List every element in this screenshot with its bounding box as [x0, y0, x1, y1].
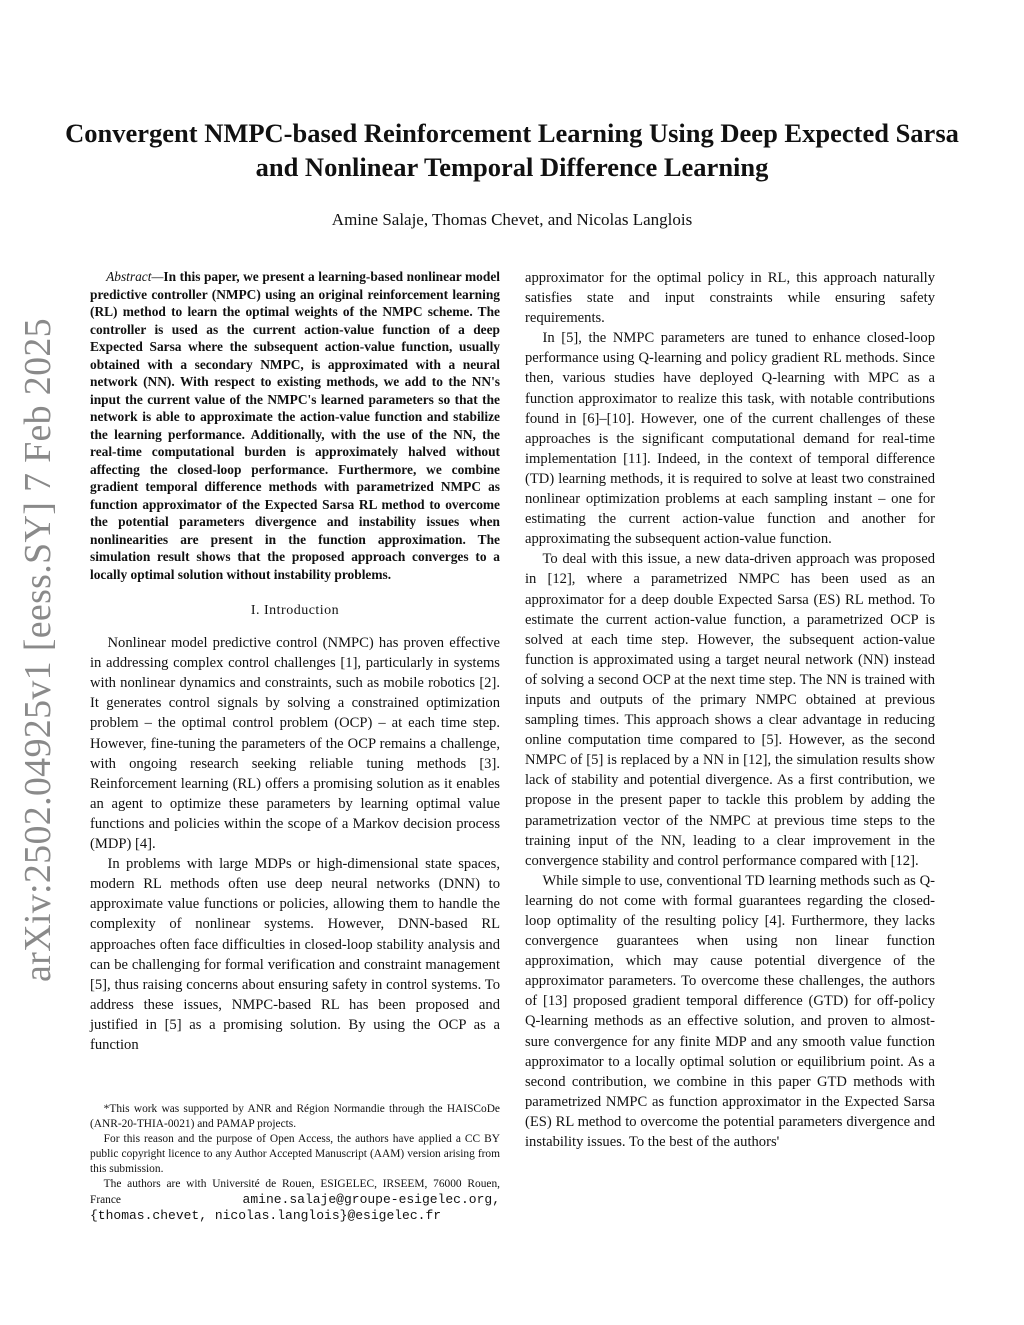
body-paragraph: While simple to use, conventional TD learning methods such as Q-learning do not come with formal guarantees regarding the closed-loop optimality of the resulting policy [4]. Furthermore, they lacks convergence guarantees when using non linear function approximation, which may cause potential divergence of the approximator parameters. To overcome these challenges, the authors of [13] proposed gradient temporal difference (GTD) for off-policy Q-learning methods as an effective solution, and proven to almost-sure convergence for any finite MDP and any smooth value function approximator to a locally optimal solution or equilibrium point. As a second contribution, we combine in this paper GTD methods with parametrized NMPC as function approximator in the Expected Sarsa (ES) RL method to overcome the potential parameters divergence and instability issues. To the best of the authors' [525, 872, 935, 1151]
arxiv-identifier: arXiv:2502.04925v1 [eess.SY] 7 Feb 2025 [17, 318, 59, 982]
body-paragraph: In [5], the NMPC parameters are tuned to enhance closed-loop performance using Q-learning and policy gradient RL methods. Since then, various studies have deployed Q-learning with MPC as a function approximator to realize this task, with notable contributions found in [6]–[10]. However, one of the current challenges of these approaches is the significant computational demand for real-time implementation [11]. Indeed, in the context of temporal difference (TD) learning methods, it is required to solve at least two constrained nonlinear optimization problems at each sampling instant – one for estimating the current action-value function and another for approximating the subsequent action-value function. [525, 330, 935, 548]
abstract [90, 268, 500, 583]
left-column [90, 268, 500, 1055]
section-heading: I. Introduction [250, 603, 340, 618]
affiliation-text: The authors are with Université de Rouen, ESIGELEC, IRSEEM, 76000 Rouen, France [90, 1178, 500, 1206]
arxiv-sidebar [2, 318, 74, 982]
footnotes [90, 1102, 500, 1224]
body-paragraph: To deal with this issue, a new data-driven approach was proposed in [12], where a parametrized NMPC has been used as an approximator for a deep double Expected Sarsa (ES) RL method. To estimate the current action-value function, a parametrized OCP is solved at each time step. However, the subsequent action-value function is approximated using a target neural network (NN) instead of solving a second OCP at the next time step. The NN is trained with inputs and outputs of the primary NMPC obtained at previous sampling times. This approach shows a clear advantage in reducing online computation time compared to [5]. However, as the second NMPC of [5] is replaced by a NN in [12], the simulation results show lack of stability and potential divergence. As a first contribution, we propose in the present paper to tackle this problem by adding the parametrization vector of the NMPC at previous time steps to the training input of the NN, leading to a clear improvement in the convergence stability and control performance compared with [12]. [525, 551, 935, 869]
abstract-text: In this paper, we present a learning-based nonlinear model predictive controller (NMPC) using an original reinforcement learning (RL) method to learn the optimal weights of the NMPC scheme. The controller is used as the current action-value function of a deep Expected Sarsa where the subsequent action-value function, usually obtained with a secondary NMPC, is approximated with a neural network (NN). With respect to existing methods, we add to the NN's input the current value of the NMPC's learned parameters so that the network is able to approximate the action-value function and stabilize the learning performance. Additionally, with the use of the NN, the real-time computational burden is approximately halved without affecting the closed-loop performance. Furthermore, we combine gradient temporal difference methods with parametrized NMPC as function approximator of the Expected Sarsa RL method to overcome the potential parameters divergence and instability issues when nonlinearities are present in the function approximation. The simulation result shows that the proposed approach converges to a locally optimal solution without instability problems. [90, 269, 500, 582]
footnote-affiliation [90, 1177, 500, 1224]
paper-title: Convergent NMPC-based Reinforcement Learning Using Deep Expected Sarsa and Nonlinear Temporal Difference Learning [65, 118, 959, 182]
author-list: Amine Salaje, Thomas Chevet, and Nicolas Langlois [331, 210, 693, 229]
footnote-funding: *This work was supported by ANR and Région Normandie through the HAISCoDe (ANR-20-THIA-0021) and PAMAP projects. [90, 1103, 500, 1130]
right-column [525, 268, 935, 1152]
intro-paragraph: Nonlinear model predictive control (NMPC) has proven effective in addressing complex control challenges [1], particularly in systems with nonlinear dynamics and constraints, such as mobile robotics [2]. It generates control signals by solving a constrained optimization problem – the optimal control problem (OCP) – at each time step. However, fine-tuning the parameters of the OCP remains a challenge, with ongoing research seeking reliable tuning methods [3]. Reinforcement learning (RL) offers a promising solution as it enables an agent to optimize these parameters by learning optimal value functions and policies within the scope of a Markov decision process (MDP) [4]. [90, 635, 500, 853]
abstract-label: Abstract— [106, 269, 164, 284]
author-emails: {thomas.chevet, nicolas.langlois}@esigelec.fr [90, 1208, 442, 1223]
intro-paragraph: In problems with large MDPs or high-dimensional state spaces, modern RL methods often use deep neural networks (DNN) to approximate value functions or policies, allowing them to handle the complexity of nonlinear systems. However, DNN-based RL approaches often face difficulties in closed-loop stability analysis and can be challenging for formal verification and constraint management [5], thus raising concerns about ensuring safety in control systems. To address these issues, NMPC-based RL has been proposed and justified in [5] as a promising solution. By using the OCP as a function [90, 856, 500, 1053]
body-paragraph: approximator for the optimal policy in RL, this approach naturally satisfies state and input constraints while ensuring safety requirements. [525, 270, 935, 327]
footnote-license: For this reason and the purpose of Open Access, the authors have applied a CC BY public copyright licence to any Author Accepted Manuscript (AAM) version arising from this submission. [90, 1133, 500, 1175]
author-email: amine.salaje@groupe-esigelec.org, [242, 1192, 500, 1207]
